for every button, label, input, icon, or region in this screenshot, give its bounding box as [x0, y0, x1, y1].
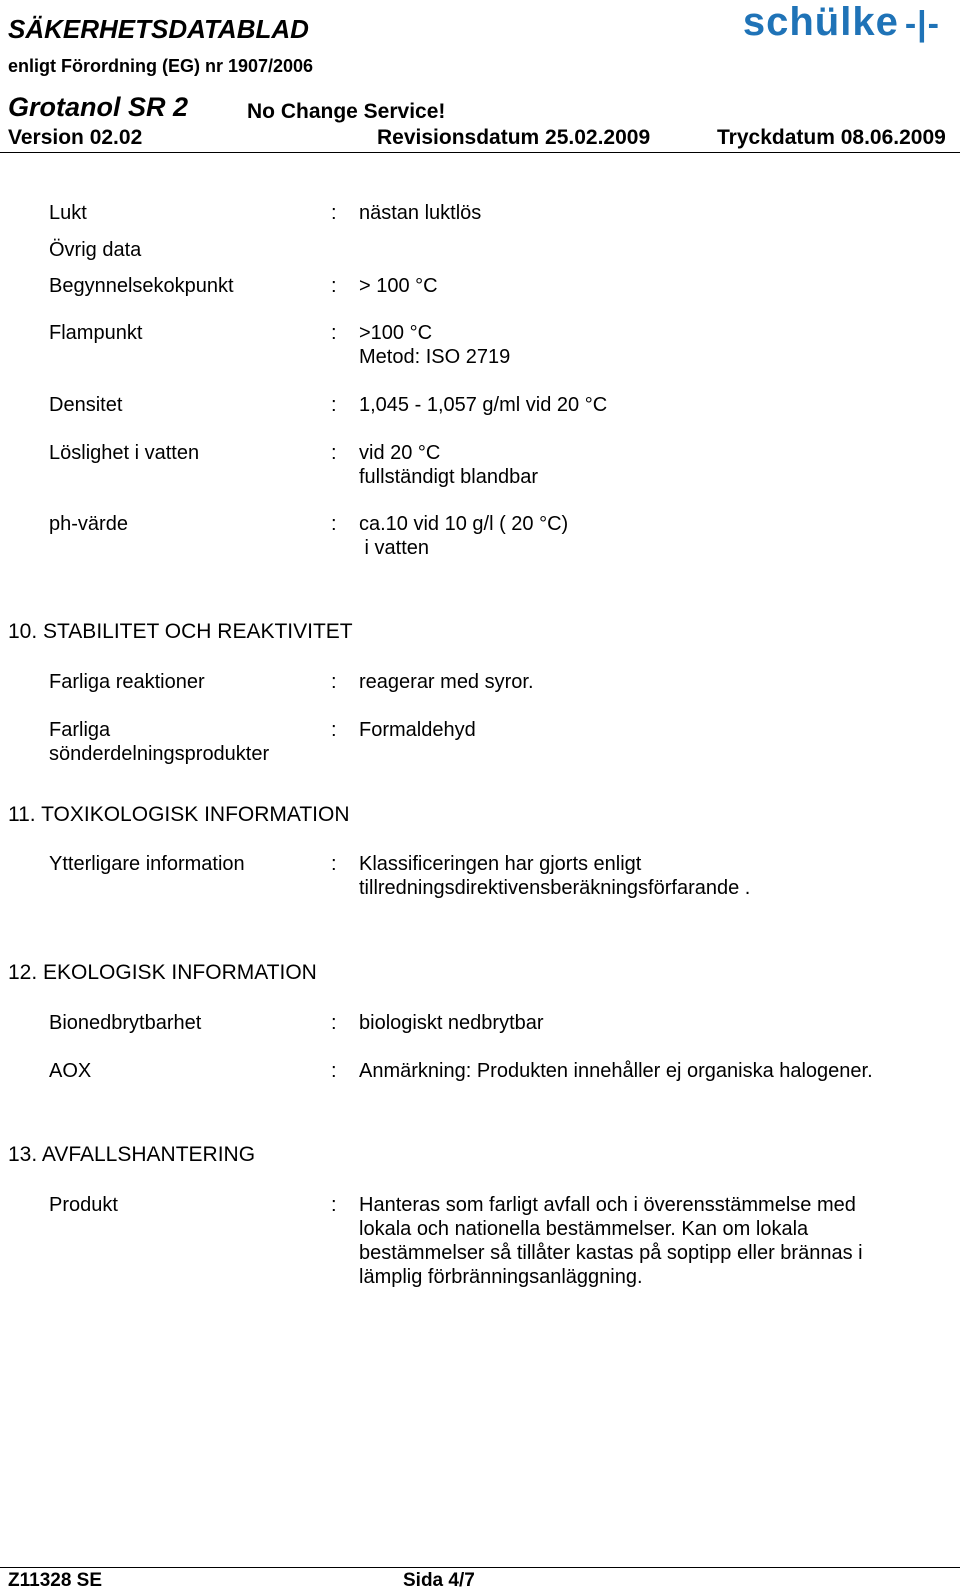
print-date: Tryckdatum 08.06.2009 [717, 126, 946, 149]
header-divider [0, 152, 960, 153]
document-code: Z11328 SE [8, 1570, 103, 1591]
hazardous-reactions-label: Farliga reaktioner [49, 671, 205, 693]
product-name: Grotanol SR 2 [8, 92, 189, 122]
density-label: Densitet [49, 394, 123, 416]
logo-mark-icon: -|- [904, 5, 940, 43]
boiling-point-value: > 100 °C [359, 275, 438, 297]
colon: : [331, 1012, 337, 1034]
ph-value: ca.10 vid 10 g/l ( 20 °C) [359, 513, 569, 535]
section-11-heading: 11. TOXIKOLOGISK INFORMATION [8, 803, 350, 826]
flash-point-label: Flampunkt [49, 322, 143, 344]
decomposition-label-line1: Farliga [49, 719, 111, 741]
revision-date: Revisionsdatum 25.02.2009 [377, 126, 651, 149]
colon: : [331, 442, 337, 464]
colon: : [331, 394, 337, 416]
colon: : [331, 671, 337, 693]
solubility-detail: fullständigt blandbar [359, 466, 539, 488]
document-title: SÄKERHETSDATABLAD [8, 14, 309, 44]
section-13-heading: 13. AVFALLSHANTERING [8, 1143, 256, 1166]
aox-value: Anmärkning: Produkten innehåller ej organiska halogener. [359, 1060, 873, 1082]
solubility-value: vid 20 °C [359, 442, 441, 464]
schulke-logo [743, 0, 940, 45]
solubility-label: Löslighet i vatten [49, 442, 200, 464]
additional-info-value-line2: tillredningsdirektivensberäkningsförfarande . [359, 877, 751, 899]
version-label: Version 02.02 [8, 126, 143, 149]
regulation-subtitle: enligt Förordning (EG) nr 1907/2006 [8, 56, 314, 76]
additional-info-value-line1: Klassificeringen har gjorts enligt [359, 853, 642, 875]
product-disposal-line: lämplig förbränningsanläggning. [359, 1266, 643, 1288]
decomposition-value: Formaldehyd [359, 719, 476, 741]
product-disposal-line: lokala och nationella bestämmelser. Kan om lokala [359, 1218, 809, 1240]
colon: : [331, 322, 337, 344]
ph-label: ph-värde [49, 513, 128, 535]
aox-label: AOX [49, 1060, 92, 1082]
product-disposal-line: Hanteras som farligt avfall och i överensstämmelse med [359, 1194, 856, 1216]
ph-medium: i vatten [359, 537, 430, 559]
colon: : [331, 1060, 337, 1082]
decomposition-label-line2: sönderdelningsprodukter [49, 743, 270, 765]
colon: : [331, 853, 337, 875]
hazardous-reactions-value: reagerar med syror. [359, 671, 534, 693]
odor-label: Lukt [49, 202, 87, 224]
section-12-heading: 12. EKOLOGISK INFORMATION [8, 961, 317, 984]
colon: : [331, 202, 337, 224]
colon: : [331, 275, 337, 297]
colon: : [331, 1194, 337, 1216]
colon: : [331, 719, 337, 741]
product-disposal-line: bestämmelser så tillåter kastas på soptipp eller brännas i [359, 1242, 863, 1264]
flash-point-method: Metod: ISO 2719 [359, 346, 511, 368]
density-value: 1,045 - 1,057 g/ml vid 20 °C [359, 394, 608, 416]
boiling-point-label: Begynnelsekokpunkt [49, 275, 234, 297]
product-disposal-label: Produkt [49, 1194, 118, 1216]
logo-text: schülke [742, 0, 899, 44]
biodegradability-value: biologiskt nedbrytbar [359, 1012, 544, 1034]
flash-point-value: >100 °C [359, 322, 433, 344]
odor-value: nästan luktlös [359, 202, 482, 224]
colon: : [331, 513, 337, 535]
other-data-label: Övrig data [49, 239, 142, 261]
service-note: No Change Service! [247, 100, 446, 123]
additional-info-label: Ytterligare information [49, 853, 245, 875]
section-10-heading: 10. STABILITET OCH REAKTIVITET [8, 620, 353, 643]
footer-divider [0, 1567, 960, 1568]
page-number: Sida 4/7 [403, 1570, 475, 1591]
biodegradability-label: Bionedbrytbarhet [49, 1012, 202, 1034]
